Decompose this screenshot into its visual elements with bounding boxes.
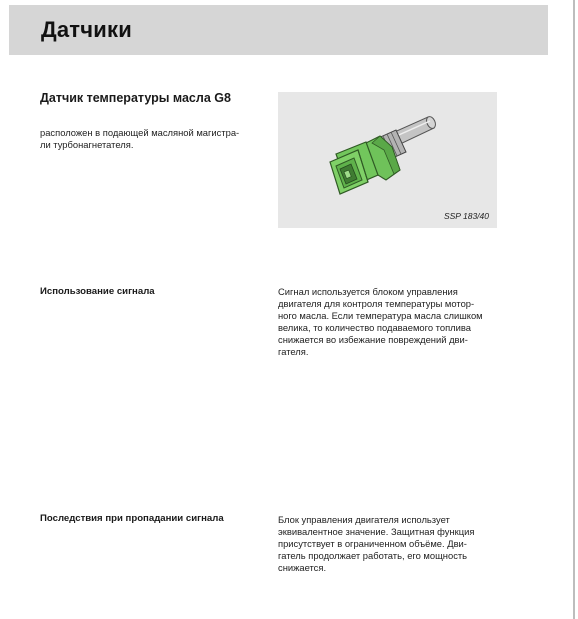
signal-loss-text: Блок управления двигателя использует эквивалентное значение. Защитная функция присутствует в ограниченном объёме. Дви- гатель продолжает работать, его мощность снижается. bbox=[278, 514, 475, 573]
sensor-title: Датчик температуры масла G8 bbox=[40, 91, 231, 105]
oil-temperature-sensor-illustration bbox=[278, 92, 497, 228]
signal-use-text: Сигнал используется блоком управления двигателя для контроля температуры мотор- ного масла. Если температура масла слишком велика, то количество подаваемого топлива снижается во избежание повреждений дви- гателя. bbox=[278, 286, 483, 357]
figure-caption: SSP 183/40 bbox=[443, 211, 489, 221]
header-band bbox=[9, 5, 548, 55]
sensor-location-text: расположен в подающей масляной магистра- ли турбонагнетателя. bbox=[40, 127, 240, 150]
sensor-figure bbox=[278, 92, 497, 228]
signal-use-label: Использование сигнала bbox=[40, 286, 155, 297]
page-title: Датчики bbox=[41, 17, 132, 42]
page-edge bbox=[573, 0, 575, 619]
signal-loss-label: Последствия при пропадании сигнала bbox=[40, 513, 224, 524]
